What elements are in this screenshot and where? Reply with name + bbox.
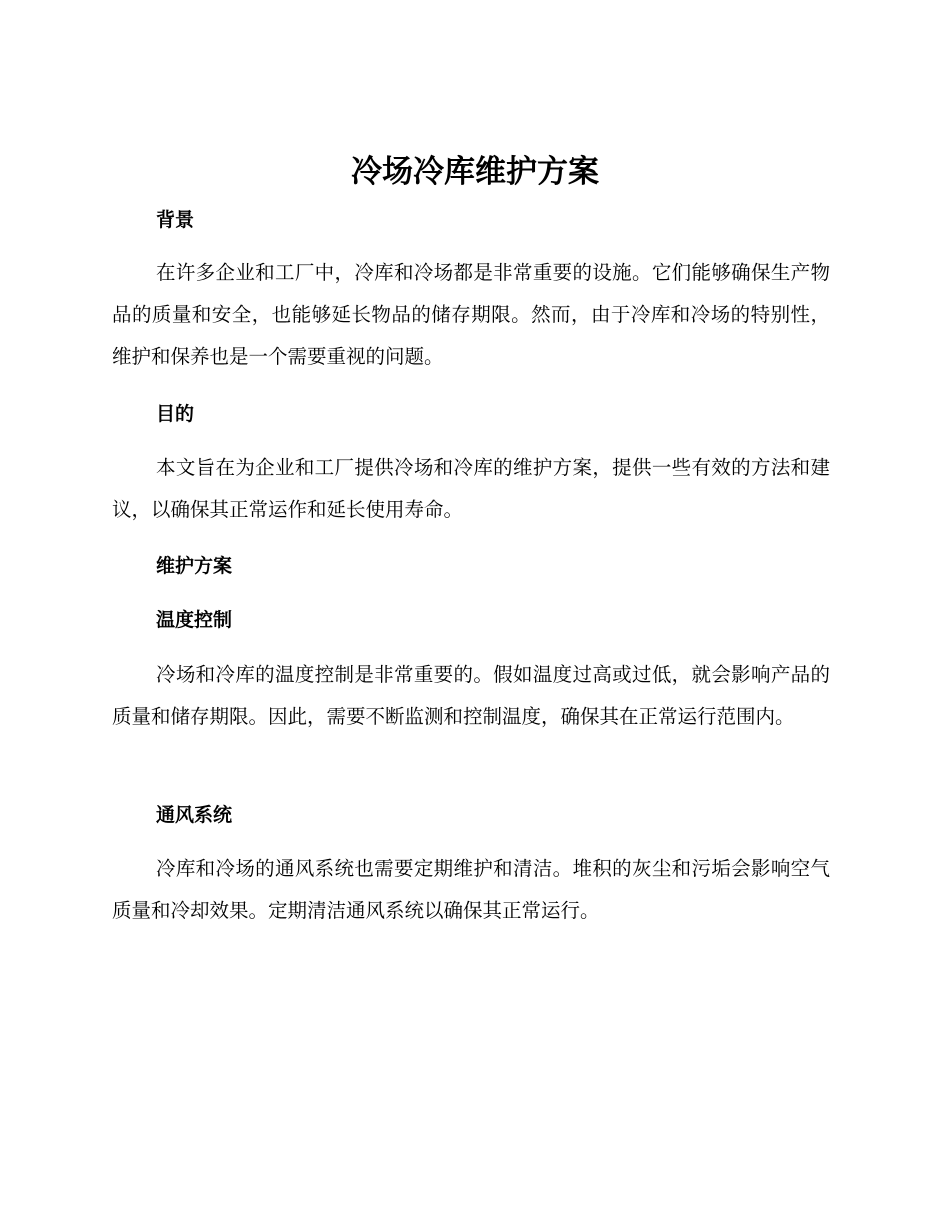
document-title: 冷场冷库维护方案	[351, 154, 599, 190]
section-heading-maintenance-plan: 维护方案	[156, 555, 233, 577]
section-paragraph-temperature-control: 冷场和冷库的温度控制是非常重要的。假如温度过高或过低，就会影响产品的质量和储存期限。因此，需要不断监测和控制温度，确保其在正常运行范围内。	[112, 663, 830, 728]
section-paragraph-purpose: 本文旨在为企业和工厂提供冷场和冷库的维护方案，提供一些有效的方法和建议，以确保其正常运作和延长使用寿命。	[112, 456, 830, 521]
section-paragraph-ventilation-system: 冷库和冷场的通风系统也需要定期维护和清洁。堆积的灰尘和污垢会影响空气质量和冷却效果。定期清洁通风系统以确保其正常运行。	[112, 857, 830, 922]
section-heading-ventilation-system: 通风系统	[156, 804, 233, 826]
section-paragraph-background: 在许多企业和工厂中，冷库和冷场都是非常重要的设施。它们能够确保生产物品的质量和安全，也能够延长物品的储存期限。然而，由于冷库和冷场的特别性，维护和保养也是一个需要重视的问题。	[112, 261, 830, 368]
section-heading-temperature-control: 温度控制	[156, 609, 233, 631]
section-heading-purpose: 目的	[156, 403, 195, 425]
section-heading-background: 背景	[156, 209, 195, 231]
